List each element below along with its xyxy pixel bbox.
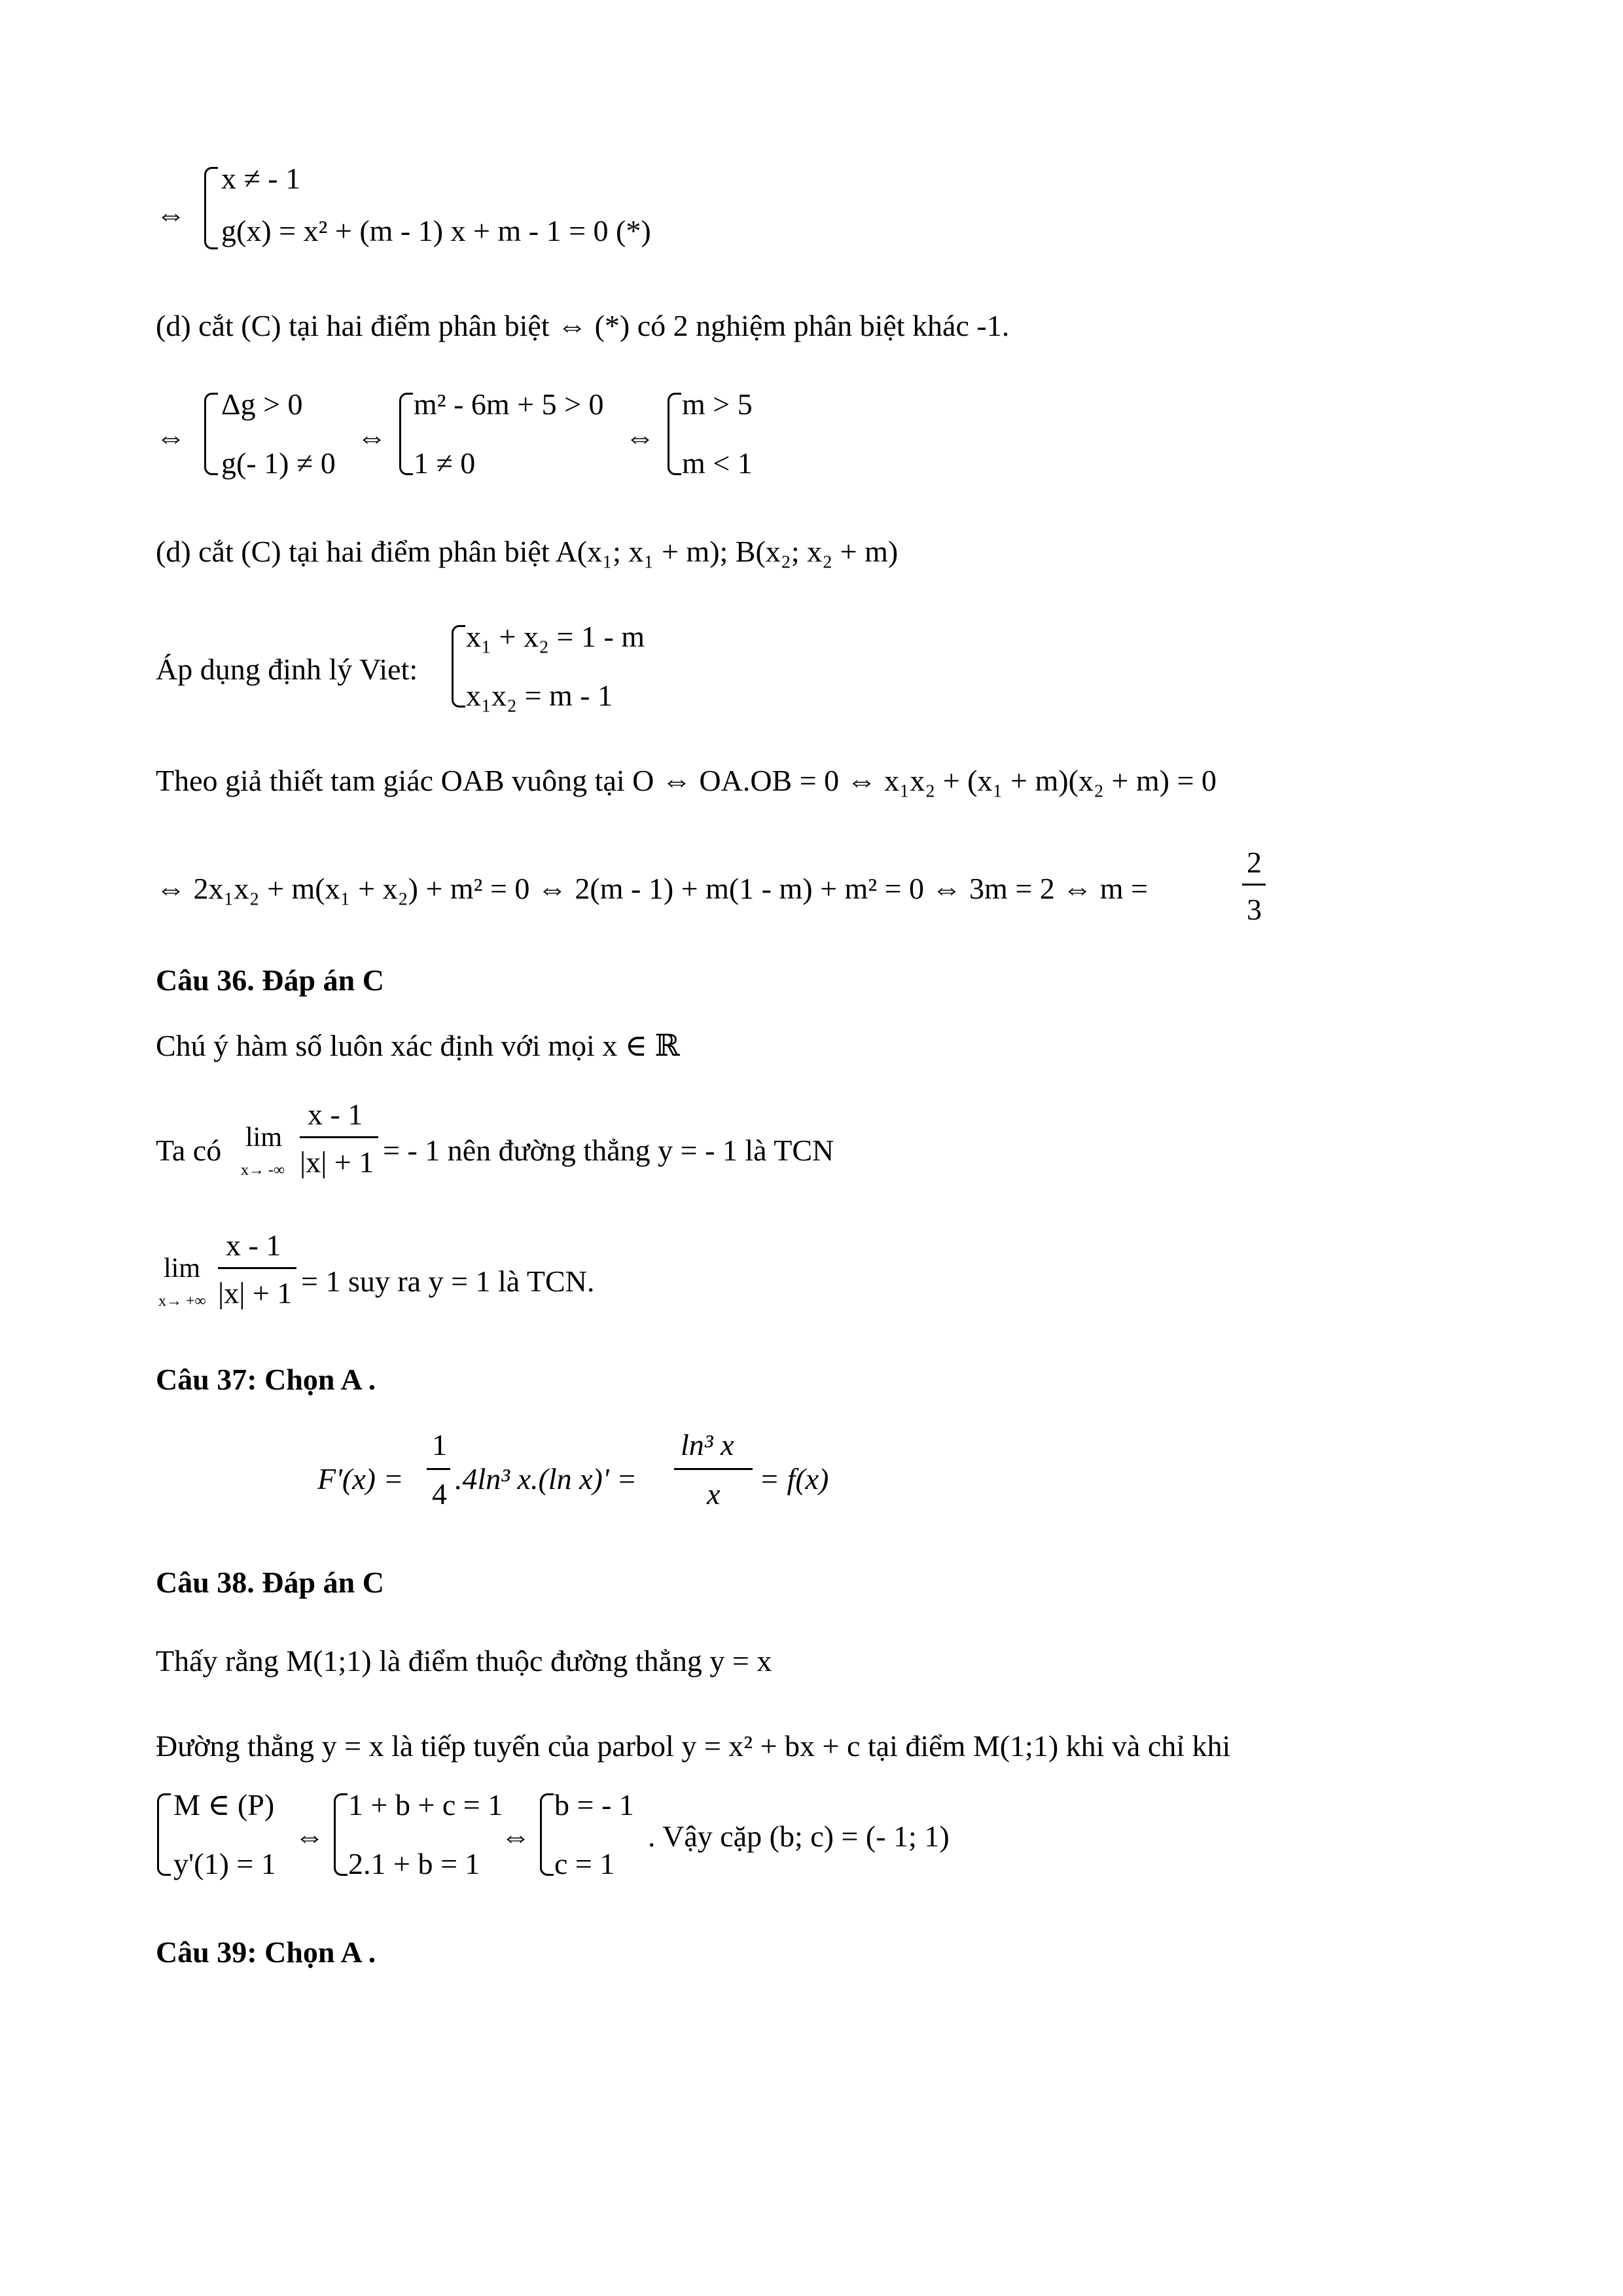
system-brace: [668, 393, 681, 475]
g-minus-one-condition: g(- 1) ≠ 0: [221, 446, 336, 480]
antiderivative-rhs: = f(x): [759, 1462, 829, 1496]
system-brace: [540, 1793, 554, 1876]
text-limit-result-neg: = - 1 nên đường thẳng y = - 1 là TCN: [383, 1134, 834, 1167]
arrow-equivalent: ⇔: [625, 420, 655, 454]
text-ta-co: Ta có: [156, 1134, 222, 1167]
text-line-oab-right-angle: Theo giả thiết tam giác OAB vuông tại O ⇔ OA.OB = 0 ⇔ x₁x₂ + (x₁ + m)(x₂ + m) = 0: [156, 764, 1217, 797]
limit-numerator: x - 1: [226, 1229, 281, 1262]
equation-g-x: g(x) = x² + (m - 1) x + m - 1 = 0 (*): [221, 214, 651, 247]
limit-numerator: x - 1: [308, 1098, 363, 1131]
system-brace: [334, 1793, 348, 1876]
antiderivative-middle: .4ln³ x.(ln x)' =: [455, 1462, 637, 1496]
lim-subscript-pos-inf: x→ +∞: [158, 1293, 206, 1310]
question-37-heading: Câu 37: Chọn A .: [156, 1363, 376, 1396]
fraction-bar: [1242, 884, 1266, 886]
text-limit-result-pos: = 1 suy ra y = 1 là TCN.: [301, 1265, 595, 1298]
lim-word: lim: [245, 1122, 283, 1153]
text-line-tangent-condition: Đường thẳng y = x là tiếp tuyến của parbol y = x² + bx + c tại điểm M(1;1) khi và chỉ khi: [156, 1729, 1231, 1763]
fraction-bar: [674, 1468, 753, 1470]
question-36-heading: Câu 36. Đáp án C: [156, 963, 384, 997]
fraction-denominator: 3: [1247, 893, 1262, 926]
text-line-points-ab: (d) cắt (C) tại hai điểm phân biệt A(x₁; x₁ + m); B(x₂; x₂ + m): [156, 535, 899, 568]
condition-x-not-minus-one: x ≠ - 1: [221, 162, 301, 195]
fraction-bar: [218, 1267, 296, 1269]
delta-condition: Δg > 0: [221, 387, 303, 421]
limit-denominator: |x| + 1: [300, 1145, 374, 1179]
point-in-parabola: M ∈ (P): [173, 1788, 275, 1821]
fraction-bar: [300, 1136, 378, 1138]
viet-sum: x₁ + x₂ = 1 - m: [466, 620, 645, 653]
system-brace: [157, 1793, 171, 1876]
text-line-intersection-condition: (d) cắt (C) tại hai điểm phân biệt ⇔ (*) có 2 nghiệm phân biệt khác -1.: [156, 309, 1010, 342]
text-line-domain: Chú ý hàm số luôn xác định với mọi x ∈ ℝ: [156, 1029, 680, 1062]
arrow-equivalent: ⇔: [501, 1820, 531, 1853]
one-not-zero: 1 ≠ 0: [414, 446, 476, 480]
system-brace: [204, 393, 218, 475]
fraction-bar: [427, 1468, 450, 1470]
m-less-one: m < 1: [682, 446, 753, 480]
arrow-equivalent: ⇔: [156, 420, 186, 454]
fraction-numerator: ln³ x: [681, 1428, 734, 1462]
system-brace: [399, 393, 413, 475]
fraction-denominator: 4: [432, 1477, 447, 1511]
system-brace: [204, 167, 218, 249]
derivative-condition: y'(1) = 1: [173, 1847, 276, 1880]
c-value: c = 1: [554, 1847, 615, 1880]
viet-product: x₁x₂ = m - 1: [466, 679, 613, 712]
fraction-numerator: 2: [1247, 846, 1262, 879]
question-39-heading: Câu 39: Chọn A .: [156, 1935, 376, 1969]
arrow-equivalent: ⇔: [156, 198, 186, 231]
quadratic-m-condition: m² - 6m + 5 > 0: [414, 387, 604, 421]
arrow-equivalent: ⇔: [294, 1820, 325, 1853]
text-viet-label: Áp dụng định lý Viet:: [156, 653, 418, 686]
fraction-numerator: 1: [432, 1428, 447, 1462]
limit-denominator: |x| + 1: [218, 1276, 293, 1310]
m-greater-five: m > 5: [682, 387, 753, 421]
fraction-denominator: x: [707, 1477, 721, 1511]
b-value: b = - 1: [554, 1788, 634, 1821]
question-38-heading: Câu 38. Đáp án C: [156, 1566, 384, 1599]
text-pair-result: . Vậy cặp (b; c) = (- 1; 1): [648, 1820, 950, 1853]
substitution-condition-2: 2.1 + b = 1: [348, 1847, 480, 1880]
text-line-point-on-line: Thấy rằng M(1;1) là điểm thuộc đường thẳng y = x: [156, 1644, 772, 1677]
lim-word: lim: [164, 1253, 201, 1283]
antiderivative-lhs: F'(x) =: [317, 1462, 404, 1496]
substitution-condition-1: 1 + b + c = 1: [348, 1788, 503, 1821]
text-line-solve-m: ⇔ 2x₁x₂ + m(x₁ + x₂) + m² = 0 ⇔ 2(m - 1) + m(1 - m) + m² = 0 ⇔ 3m = 2 ⇔ m =: [156, 872, 1149, 905]
system-brace: [452, 625, 465, 708]
lim-subscript-neg-inf: x→ -∞: [241, 1162, 285, 1179]
arrow-equivalent: ⇔: [357, 420, 387, 454]
